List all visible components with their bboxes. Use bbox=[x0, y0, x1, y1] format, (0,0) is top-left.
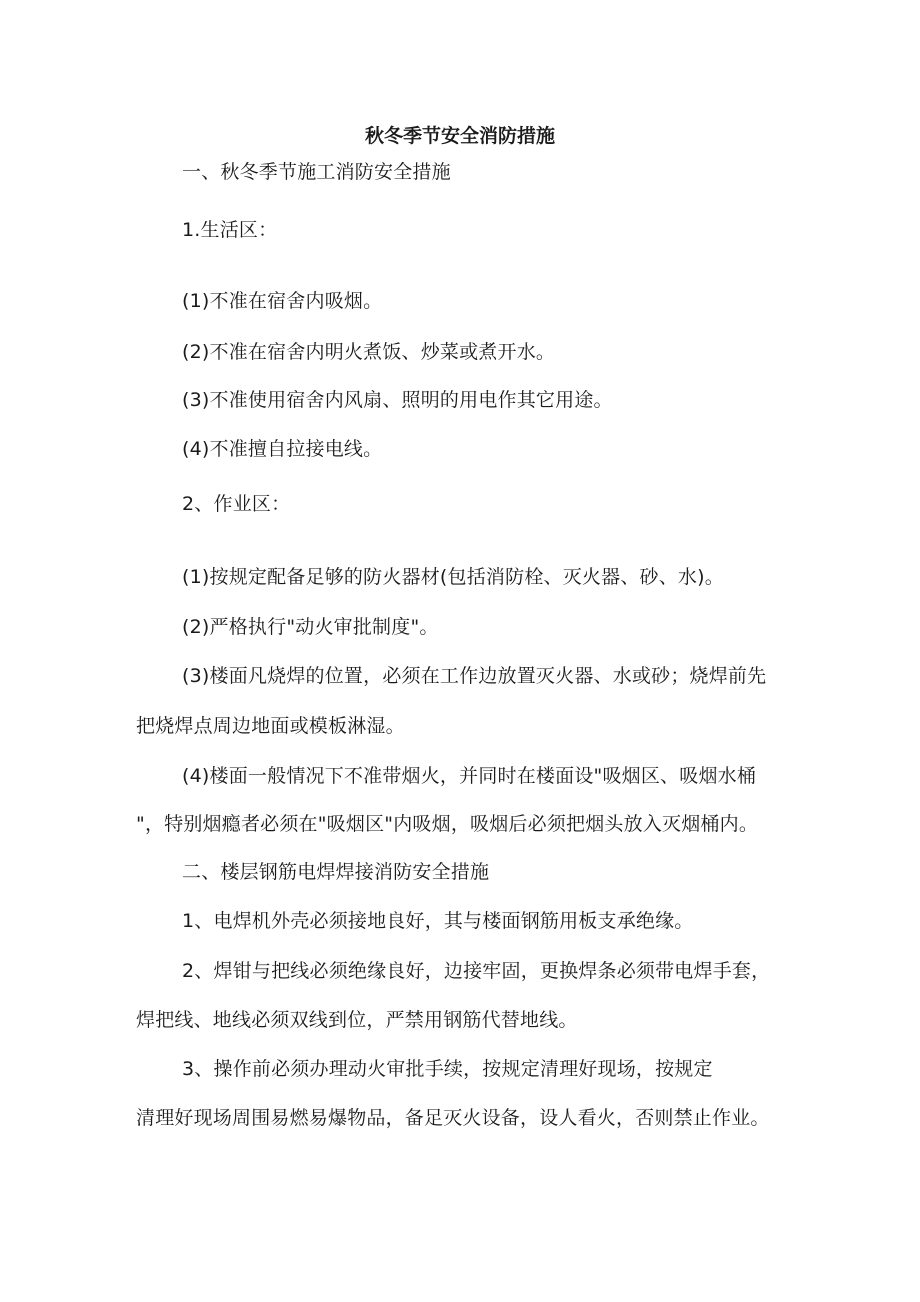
living-rule-3: (3)不准使用宿舍内风扇、照明的用电作其它用途。 bbox=[182, 389, 613, 411]
section2-heading: 二、楼层钢筋电焊焊接消防安全措施 bbox=[182, 861, 490, 883]
work-rule-4-line-1: (4)楼面一般情况下不准带烟火，并同时在楼面设"吸烟区、吸烟水桶 bbox=[182, 765, 757, 787]
weld-rule-1: 1、电焊机外壳必须接地良好，其与楼面钢筋用板支承绝缘。 bbox=[182, 910, 694, 932]
weld-rule-3-line-2: 清理好现场周围易燃易爆物品，备足灭火设备，设人看火，否则禁止作业。 bbox=[136, 1107, 770, 1129]
work-area-heading: 2、作业区： bbox=[182, 493, 291, 515]
living-rule-2: (2)不准在宿舍内明火煮饭、炒菜或煮开水。 bbox=[182, 341, 556, 363]
work-rule-3-line-2: 把烧焊点周边地面或模板淋湿。 bbox=[136, 715, 405, 737]
work-rule-3-line-1: (3)楼面凡烧焊的位置，必须在工作边放置灭火器、水或砂；烧焊前先 bbox=[182, 665, 767, 687]
work-rule-2: (2)严格执行"动火审批制度"。 bbox=[182, 616, 439, 638]
living-area-heading: 1.生活区： bbox=[182, 219, 278, 241]
living-rule-4: (4)不准擅自拉接电线。 bbox=[182, 438, 383, 460]
weld-rule-3-line-1: 3、操作前必须办理动火审批手续，按规定清理好现场，按规定 bbox=[182, 1058, 713, 1080]
weld-rule-2-line-1: 2、焊钳与把线必须绝缘良好，边接牢固，更换焊条必须带电焊手套， bbox=[182, 960, 771, 982]
work-rule-4-line-2: "，特别烟瘾者必须在"吸烟区"内吸烟，吸烟后必须把烟头放入灭烟桶内。 bbox=[136, 813, 759, 835]
weld-rule-2-line-2: 焊把线、地线必须双线到位，严禁用钢筋代替地线。 bbox=[136, 1009, 578, 1031]
section1-heading: 一、秋冬季节施工消防安全措施 bbox=[182, 161, 451, 183]
document-title: 秋冬季节安全消防措施 bbox=[364, 125, 555, 147]
work-rule-1: (1)按规定配备足够的防火器材(包括消防栓、灭火器、砂、水)。 bbox=[182, 566, 724, 588]
living-rule-1: (1)不准在宿舍内吸烟。 bbox=[182, 290, 383, 312]
